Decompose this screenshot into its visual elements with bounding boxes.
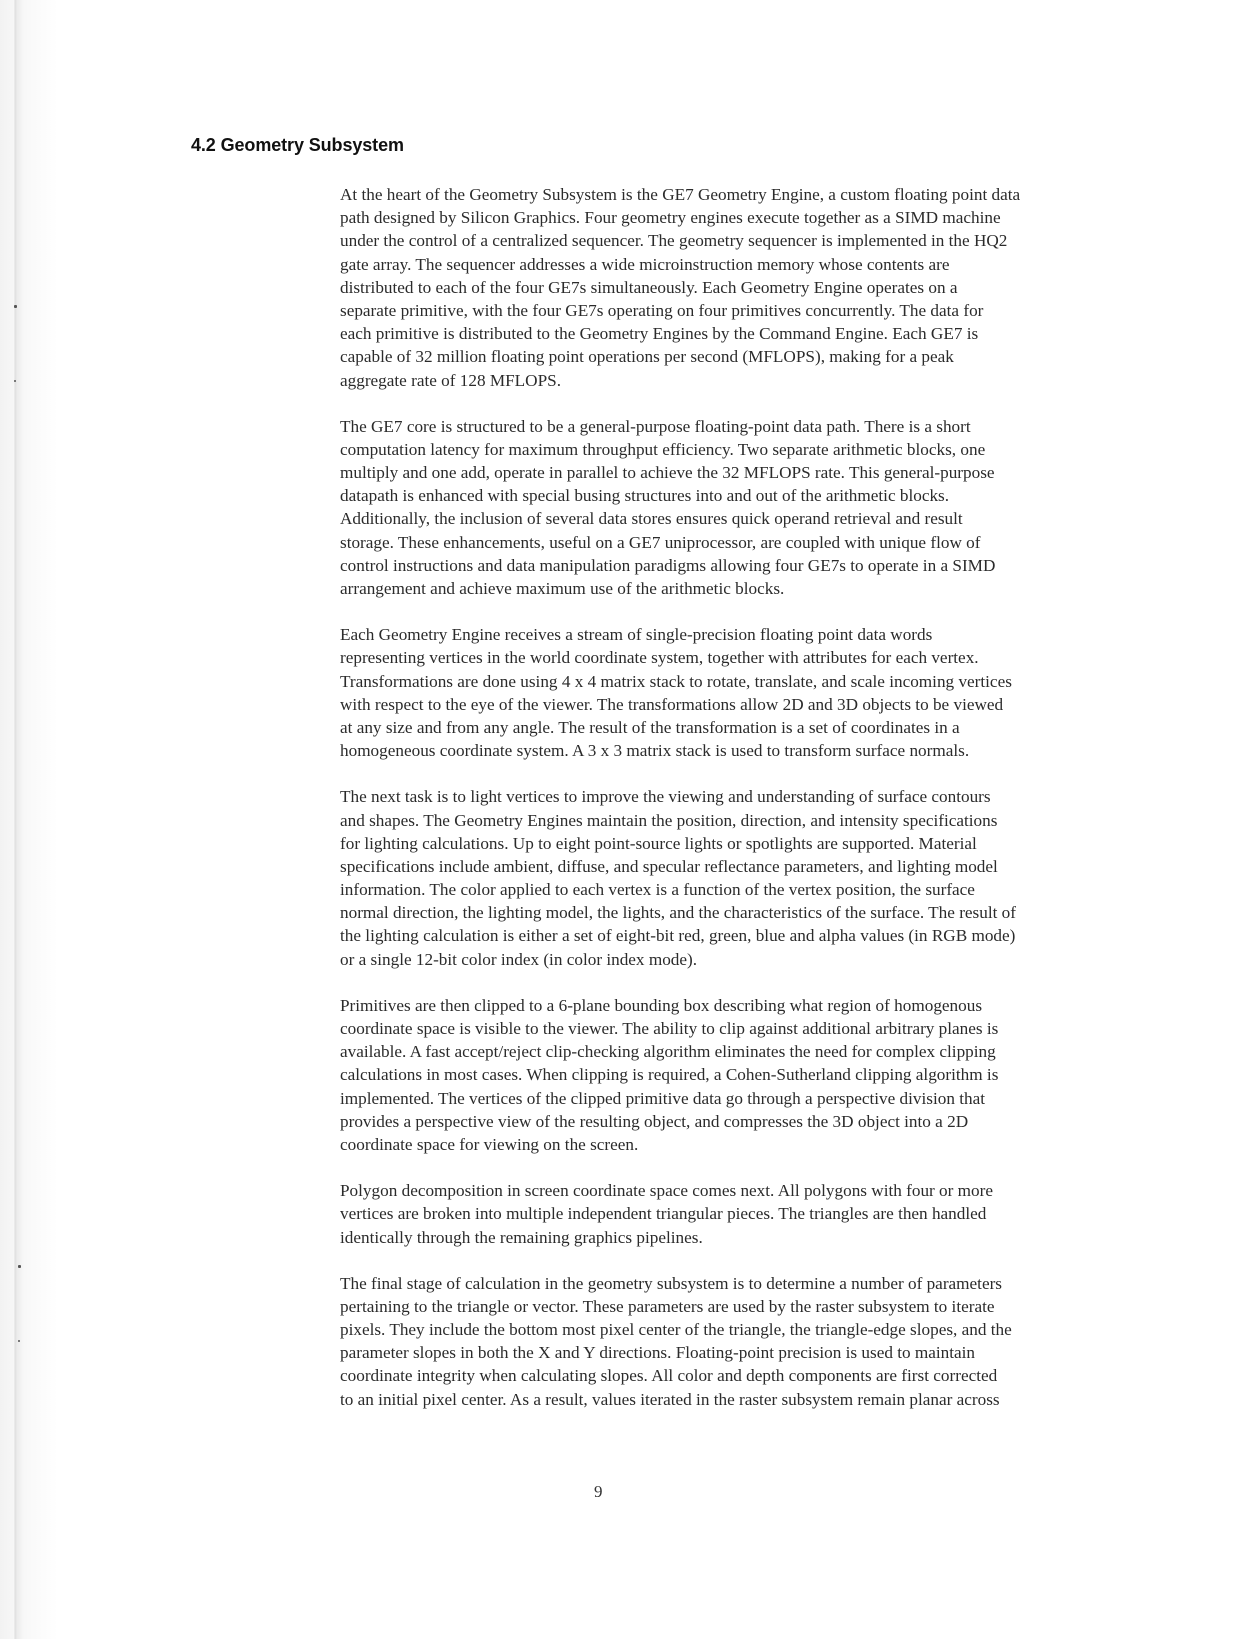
text-line: under the control of a centralized sequencer. The geometry sequencer is implemented in the HQ2 (340, 231, 1008, 251)
text-line: storage. These enhancements, useful on a GE7 uniprocessor, are coupled with unique flow of (340, 532, 981, 552)
text-line: separate primitive, with the four GE7s operating on four primitives concurrently. The data for (340, 300, 984, 320)
text-line: gate array. The sequencer addresses a wide microinstruction memory whose contents are (340, 254, 950, 274)
text-line: the lighting calculation is either a set of eight-bit red, green, blue and alpha values (in RGB mode) (340, 926, 1016, 946)
text-line: Primitives are then clipped to a 6-plane bounding box describing what region of homogenous (340, 995, 983, 1015)
section-heading: 4.2 Geometry Subsystem (191, 135, 404, 155)
binding-hole-mark (14, 380, 16, 382)
text-line: distributed to each of the four GE7s simultaneously. Each Geometry Engine operates on a (340, 277, 958, 297)
paragraph (340, 183, 1140, 392)
text-line: specifications include ambient, diffuse, and specular reflectance parameters, and lighting model (340, 856, 998, 876)
text-line: available. A fast accept/reject clip-checking algorithm eliminates the need for complex clipping (340, 1042, 996, 1062)
text-line: path designed by Silicon Graphics. Four geometry engines execute together as a SIMD machine (340, 208, 1001, 228)
text-line: pertaining to the triangle or vector. These parameters are used by the raster subsystem to iterate (340, 1296, 995, 1316)
text-line: provides a perspective view of the resulting object, and compresses the 3D object into a 2D (340, 1111, 969, 1131)
text-line: to an initial pixel center. As a result, values iterated in the raster subsystem remain planar across (340, 1389, 1000, 1409)
text-line: identically through the remaining graphics pipelines. (340, 1227, 703, 1247)
text-line: capable of 32 million floating point operations per second (MFLOPS), making for a peak (340, 347, 954, 367)
text-line: representing vertices in the world coordinate system, together with attributes for each vertex. (340, 648, 979, 668)
paragraph (340, 623, 1140, 762)
text-line: The next task is to light vertices to improve the viewing and understanding of surface contours (340, 787, 991, 807)
binding-hole-mark (18, 1340, 20, 1342)
text-line: pixels. They include the bottom most pixel center of the triangle, the triangle-edge slopes, and the (340, 1320, 1012, 1340)
paragraph (340, 415, 1140, 601)
text-line: control instructions and data manipulation paradigms allowing four GE7s to operate in a SIMD (340, 555, 996, 575)
text-line: at any size and from any angle. The result of the transformation is a set of coordinates in a (340, 717, 960, 737)
text-line: Polygon decomposition in screen coordinate space comes next. All polygons with four or more (340, 1181, 993, 1201)
text-line: homogeneous coordinate system. A 3 x 3 matrix stack is used to transform surface normals. (340, 741, 970, 761)
text-line: coordinate space for viewing on the screen. (340, 1134, 639, 1154)
text-line: or a single 12-bit color index (in color index mode). (340, 949, 698, 969)
text-line: computation latency for maximum throughput efficiency. Two separate arithmetic blocks, one (340, 439, 986, 459)
binding-hole-mark (18, 1265, 21, 1268)
page-number: 9 (594, 1482, 603, 1501)
text-line: The GE7 core is structured to be a general-purpose floating-point data path. There is a short (340, 416, 971, 436)
text-line: coordinate space is visible to the viewer. The ability to clip against additional arbitrary planes is (340, 1019, 999, 1038)
text-line: each primitive is distributed to the Geometry Engines by the Command Engine. Each GE7 is (340, 324, 979, 344)
binding-hole-mark (14, 305, 17, 308)
paragraph (340, 785, 1140, 971)
text-line: Additionally, the inclusion of several data stores ensures quick operand retrieval and result (340, 509, 963, 529)
text-line: normal direction, the lighting model, the lights, and the characteristics of the surface. The result of (340, 903, 1016, 923)
text-line: parameter slopes in both the X and Y directions. Floating-point precision is used to maintain (340, 1343, 976, 1363)
text-line: multiply and one add, operate in parallel to achieve the 32 MFLOPS rate. This general-purpose (340, 463, 995, 483)
text-line: Each Geometry Engine receives a stream of single-precision floating point data words (340, 625, 933, 645)
text-line: and shapes. The Geometry Engines maintain the position, direction, and intensity specifications (340, 810, 998, 830)
text-line: At the heart of the Geometry Subsystem is the GE7 Geometry Engine, a custom floating point data (340, 185, 1021, 204)
scan-binding-shadow (0, 0, 60, 1639)
paragraph (340, 1179, 1140, 1249)
text-line: The final stage of calculation in the geometry subsystem is to determine a number of parameters (340, 1273, 1002, 1293)
text-line: aggregate rate of 128 MFLOPS. (340, 370, 562, 390)
text-line: for lighting calculations. Up to eight point-source lights or spotlights are supported. Material (340, 833, 977, 853)
text-line: with respect to the eye of the viewer. The transformations allow 2D and 3D objects to be viewed (340, 694, 1004, 714)
text-line: information. The color applied to each vertex is a function of the vertex position, the surface (340, 880, 975, 900)
body-text (340, 183, 1140, 1434)
text-line: vertices are broken into multiple independent triangular pieces. The triangles are then handled (340, 1204, 987, 1224)
text-line: datapath is enhanced with special busing structures into and out of the arithmetic blocks. (340, 486, 950, 506)
paragraph (340, 994, 1140, 1156)
text-line: implemented. The vertices of the clipped primitive data go through a perspective division that (340, 1088, 985, 1108)
text-line: calculations in most cases. When clipping is required, a Cohen-Sutherland clipping algorithm is (340, 1065, 999, 1085)
text-line: Transformations are done using 4 x 4 matrix stack to rotate, translate, and scale incoming vertices (340, 671, 1012, 691)
text-line: coordinate integrity when calculating slopes. All color and depth components are first corrected (340, 1366, 998, 1386)
text-line: arrangement and achieve maximum use of the arithmetic blocks. (340, 579, 785, 598)
paragraph (340, 1272, 1140, 1411)
